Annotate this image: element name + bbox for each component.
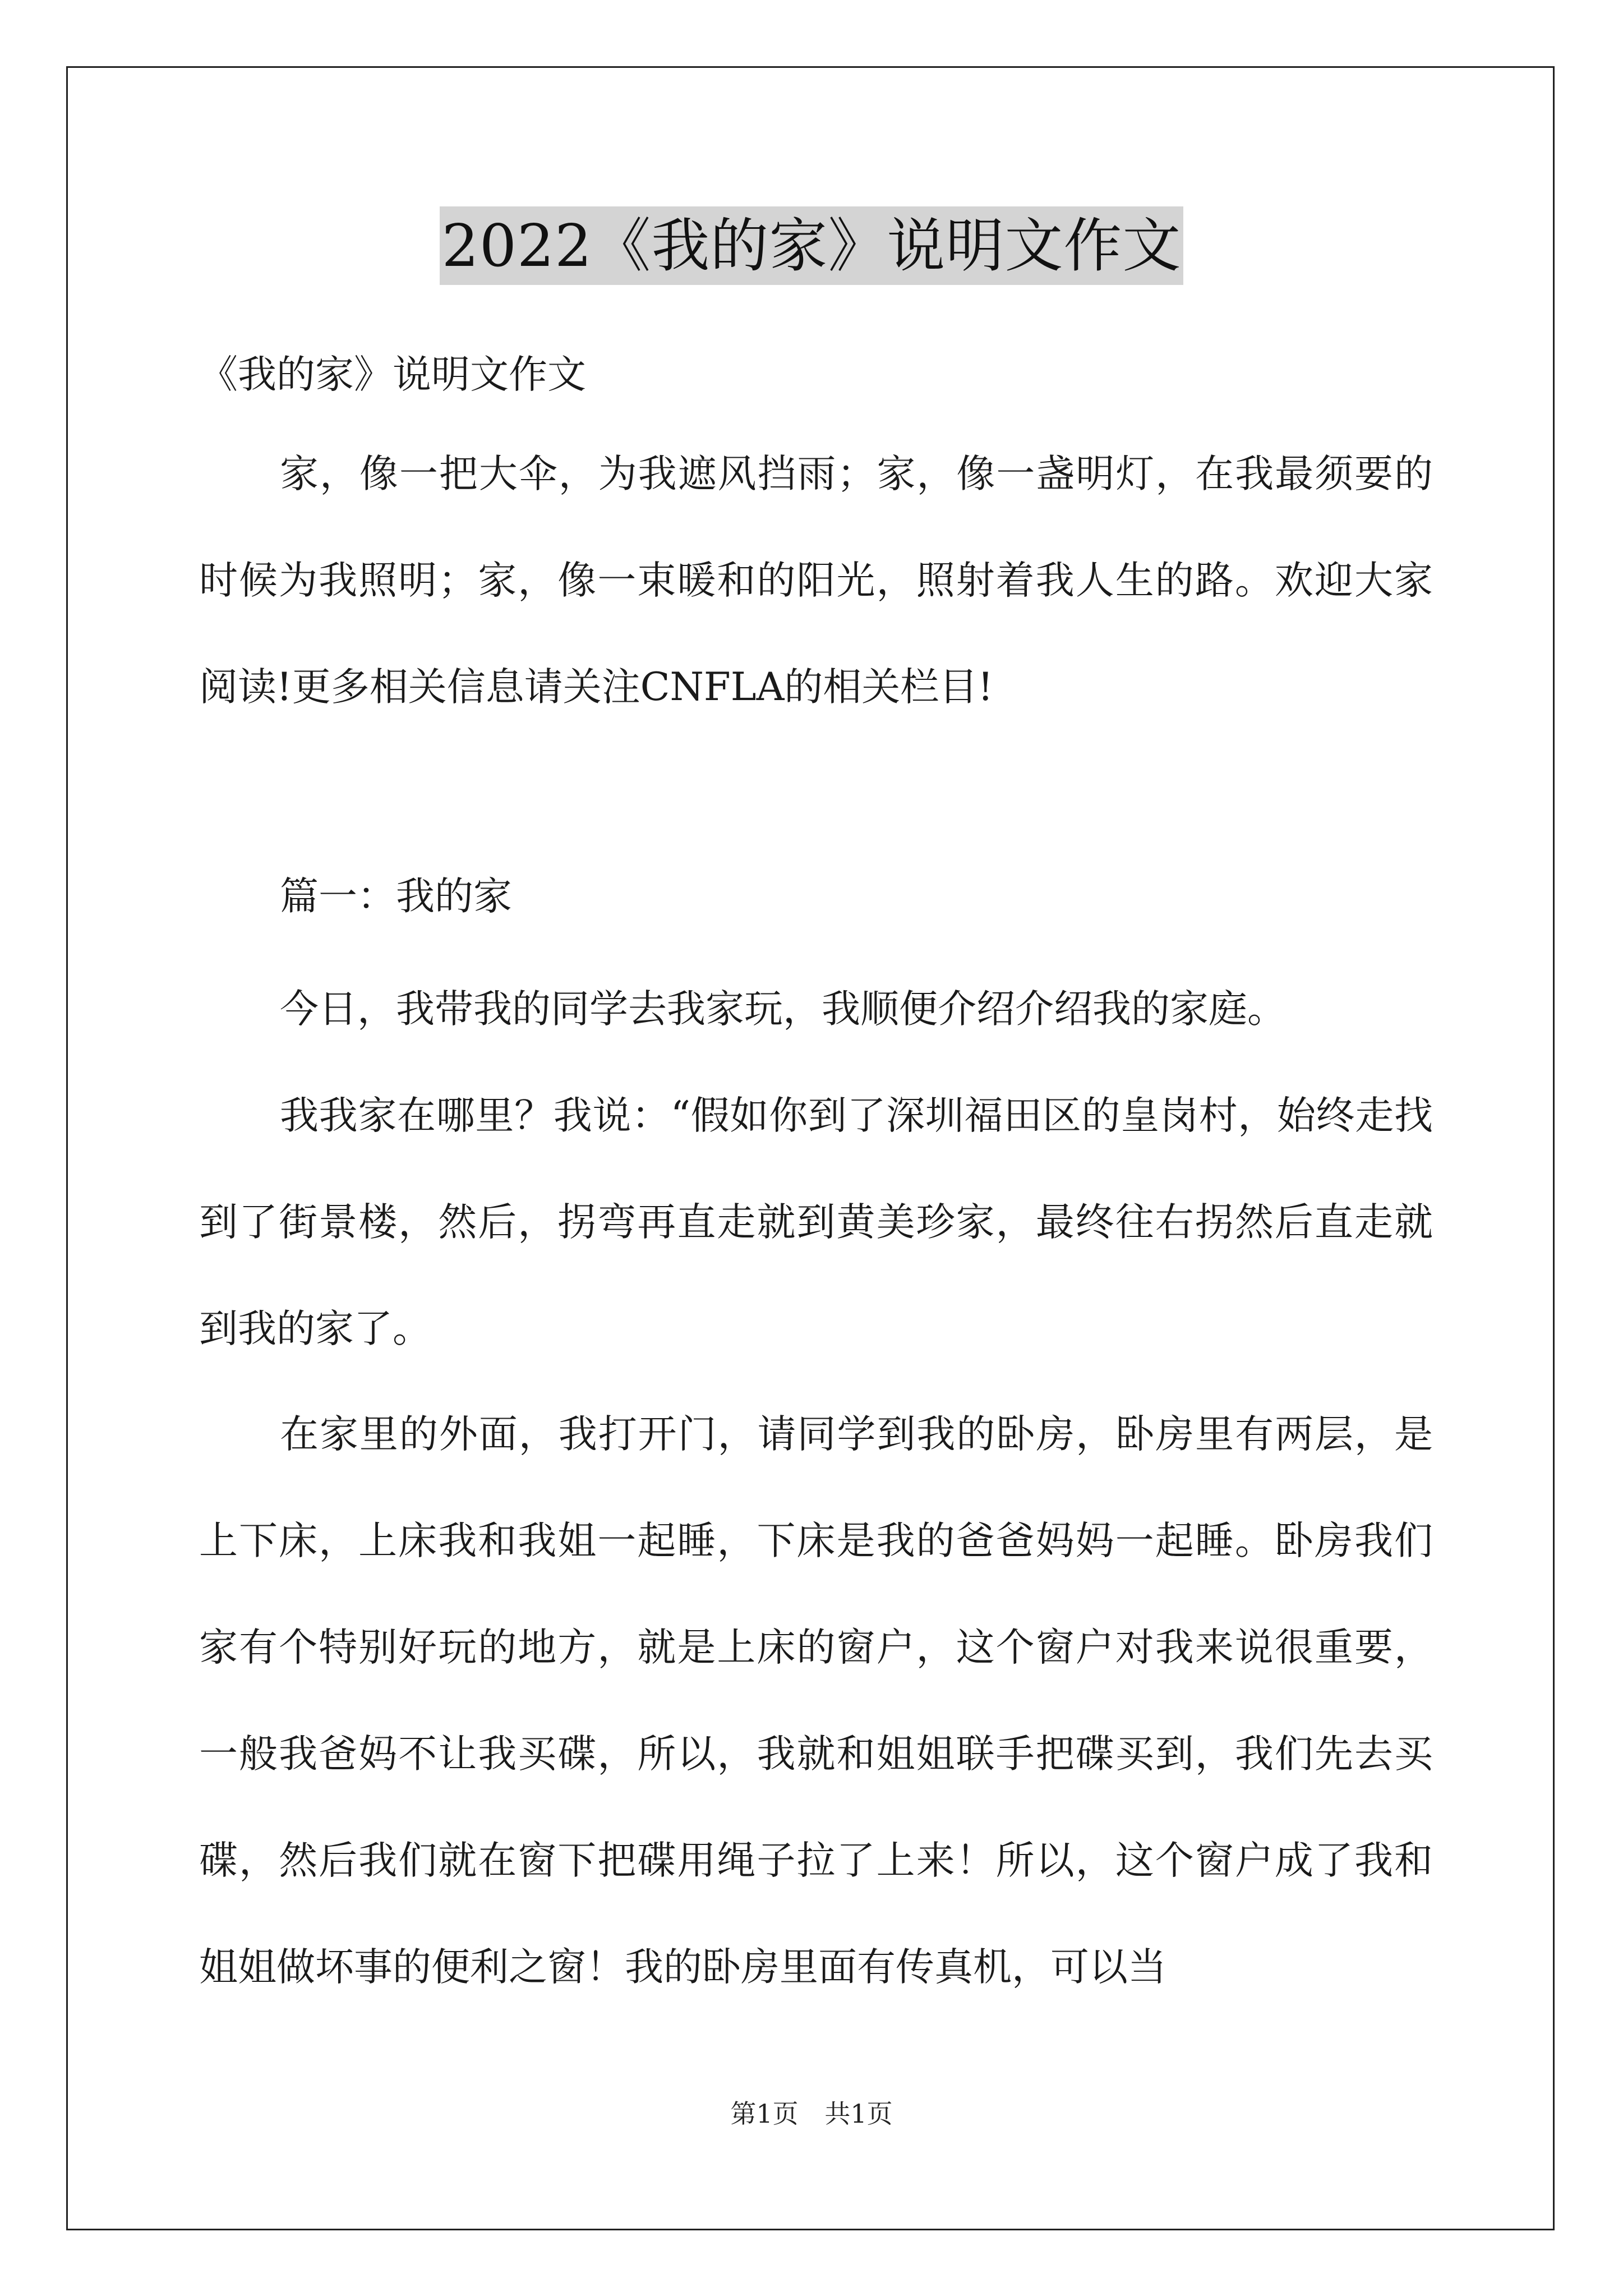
intro-paragraph: 家，像一把大伞，为我遮风挡雨；家，像一盏明灯，在我最须要的时候为我照明；家，像一束暖和的阳光，照射着我人生的路。欢迎大家阅读!更多相关信息请关注CNFLA的相关栏目! <box>199 452 1433 710</box>
document-subtitle: 《我的家》说明文作文 <box>199 352 586 397</box>
section-heading: 篇一：我的家 <box>280 874 512 919</box>
body-paragraph-3: 在家里的外面，我打开门，请同学到我的卧房，卧房里有两层，是上下床，上床我和我姐一起睡，下床是我的爸爸妈妈一起睡。卧房我们家有个特别好玩的地方，就是上床的窗户，这个窗户对我来说很重要，一般我爸妈不让我买碟，所以，我就和姐姐联手把碟买到，我们先去买碟，然后我们就在窗下把碟用绳子拉了上来！所以，这个窗户成了我和姐姐做坏事的便利之窗！我的卧房里面有传真机，可以当 <box>199 1412 1433 1990</box>
body-paragraph-1: 今日，我带我的同学去我家玩，我顺便介绍介绍我的家庭。 <box>280 987 1286 1032</box>
page-total: 共1页 <box>824 2099 893 2129</box>
page-number: 第1页 <box>730 2099 799 2129</box>
document-title: 2022《我的家》说明文作文 <box>440 206 1184 285</box>
page-footer <box>0 2097 1623 2131</box>
title-container <box>0 206 1623 285</box>
body-paragraph-2: 我我家在哪里？我说：“假如你到了深圳福田区的皇岗村，始终走找到了街景楼，然后，拐弯再直走就到黄美珍家，最终往右拐然后直走就到我的家了。 <box>199 1093 1433 1351</box>
